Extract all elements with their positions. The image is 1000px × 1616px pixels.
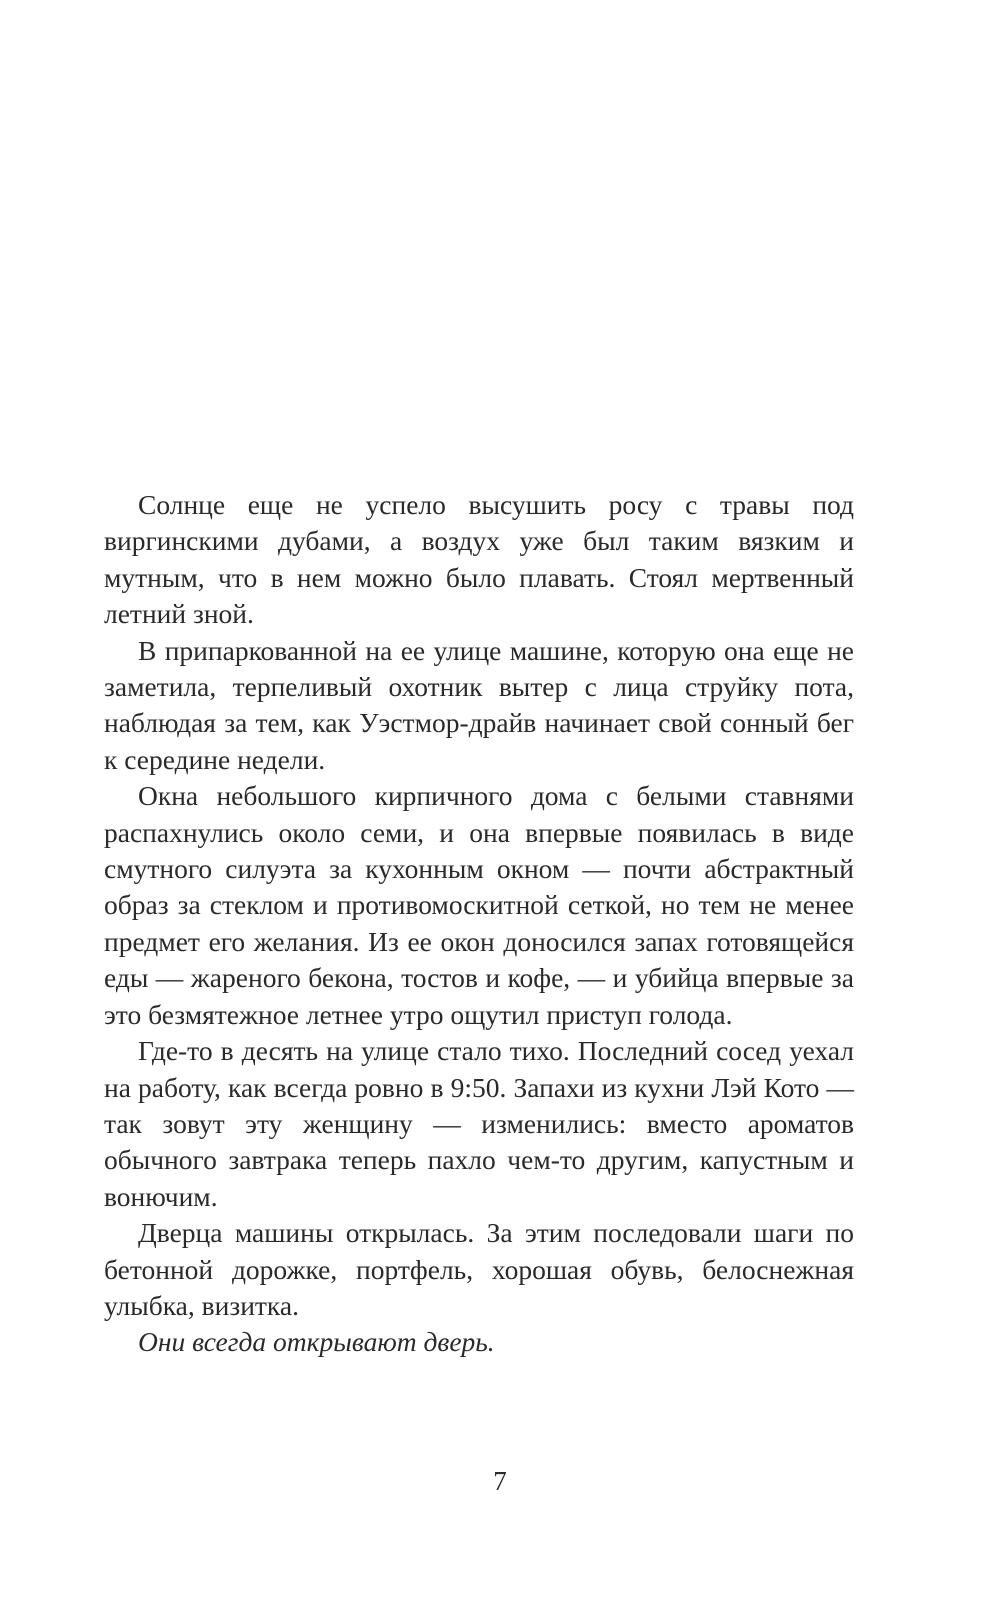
body-text — [104, 487, 854, 1361]
paragraph-5: Дверца машины открылась. За этим последовали шаги по бетонной дорожке, портфель, хорошая обувь, белоснежная улыбка, визитка. — [104, 1217, 854, 1321]
paragraph-3: Окна небольшого кирпичного дома с белыми ставнями распахнулись около семи, и она впервые появилась в виде смутного силуэта за кухонным окном — почти абстрактный образ за стеклом и противомоскитной сеткой, но тем не менее предмет его желания. Из ее окон доносился запах готовящейся еды — жареного бекона, тостов и кофе, — и убийца впервые за это безмятежное летнее утро ощутил приступ голода. — [104, 780, 854, 1030]
paragraph-2: В припаркованной на ее улице машине, которую она еще не заметила, терпеливый охотник вытер с лица струйку пота, наблюдая за тем, как Уэстмор-драйв начинает свой сонный бег к середине недели. — [104, 634, 854, 775]
paragraph-6-italic: Они всегда открывают дверь. — [138, 1326, 495, 1358]
paragraph-1: Солнце еще не успело высушить росу с травы под виргинскими дубами, а воздух уже был таким вязким и мутным, что в нем можно было плавать. Стоял мертвенный летний зной. — [104, 489, 854, 630]
paragraph-4: Где-то в десять на улице стало тихо. Последний сосед уехал на работу, как всегда ровно в 9:50. Запахи из кухни Лэй Кото — так зовут эту женщину — изменились: вместо ароматов обычного завтрака теперь пахло чем-то другим, капустным и вонючим. — [104, 1035, 854, 1212]
page-number: 7 — [493, 1466, 507, 1496]
